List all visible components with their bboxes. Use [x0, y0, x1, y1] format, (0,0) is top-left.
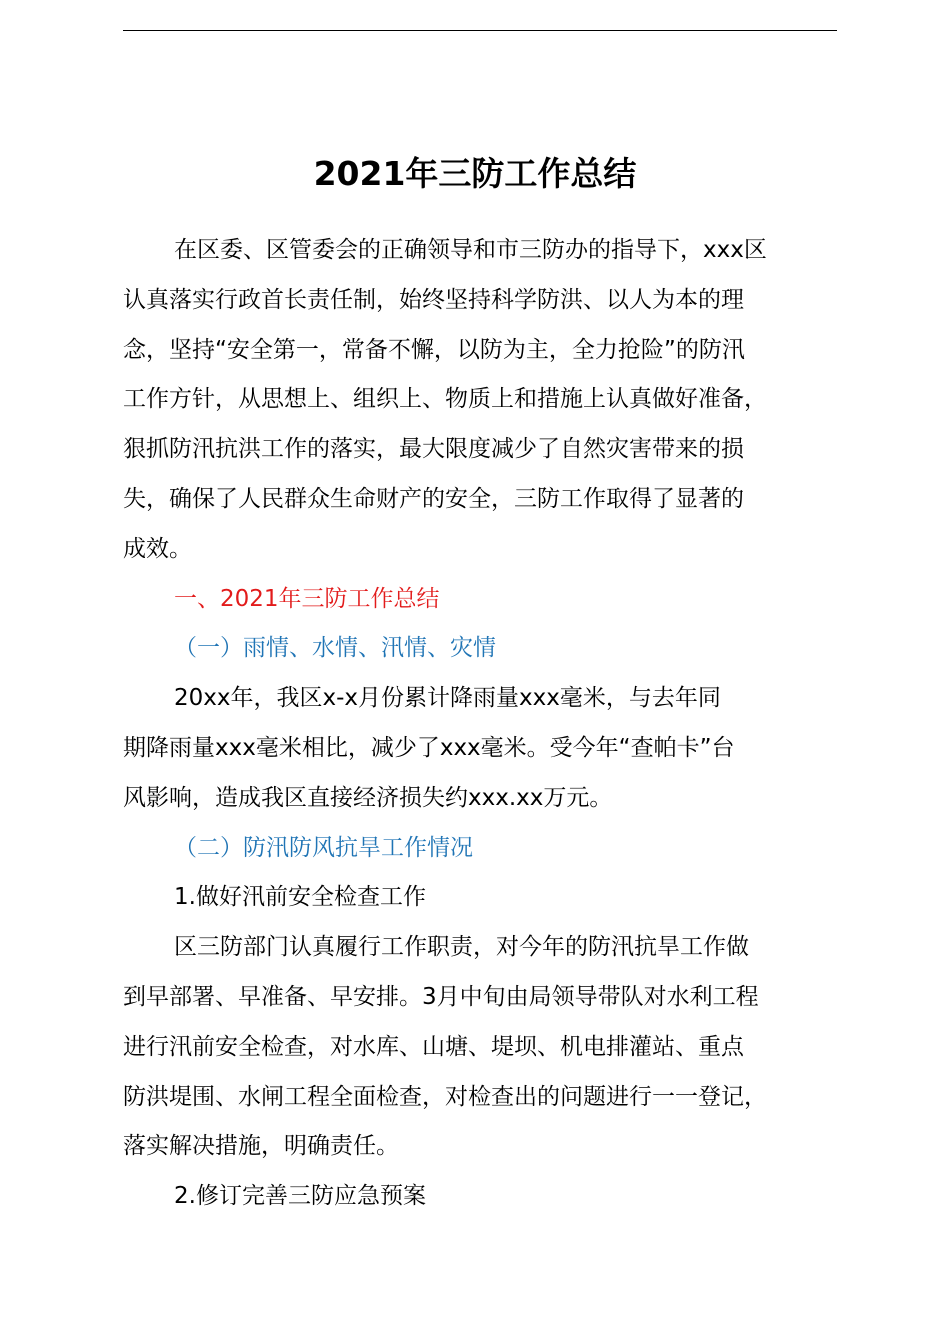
text-line: 工作方针，从思想上、组织上、物质上和措施上认真做好准备， — [123, 386, 767, 413]
text-line: 区三防部门认真履行工作职责，对今年的防汛抗旱工作做 — [174, 934, 749, 961]
subsection-heading-2: （二）防汛防风抗旱工作情况 — [174, 834, 473, 861]
text-line: 失，确保了人民群众生命财产的安全，三防工作取得了显著的 — [123, 485, 744, 512]
item-heading-2: 2.修订完善三防应急预案 — [174, 1183, 426, 1210]
item-heading-1: 1.做好汛前安全检查工作 — [174, 884, 426, 911]
section-heading: 一、2021年三防工作总结 — [174, 585, 440, 612]
text-line: 认真落实行政首长责任制，始终坚持科学防洪、以人为本的理 — [123, 286, 744, 313]
header-rule — [123, 30, 837, 31]
rainfall-paragraph — [123, 674, 837, 823]
text-line: 落实解决措施，明确责任。 — [123, 1133, 399, 1160]
text-line: 念，坚持“安全第一，常备不懈，以防为主，全力抢险”的防汛 — [123, 336, 745, 363]
text-line: 在区委、区管委会的正确领导和市三防办的指导下，xxx区 — [174, 237, 767, 263]
text-line: 狠抓防汛抗洪工作的落实，最大限度减少了自然灾害带来的损 — [123, 436, 744, 463]
text-line: 进行汛前安全检查，对水库、山塘、堤坝、机电排灌站、重点 — [123, 1033, 744, 1060]
text-line: 期降雨量xxx毫米相比，减少了xxx毫米。受今年“查帕卡”台 — [123, 734, 735, 761]
text-line: 成效。 — [123, 535, 192, 562]
subsection-heading-1: （一）雨情、水情、汛情、灾情 — [174, 635, 496, 662]
inspection-paragraph — [123, 923, 837, 1172]
document-body — [123, 226, 837, 1222]
document-title: 2021年三防工作总结 — [313, 154, 637, 193]
text-line: 20xx年，我区x-x月份累计降雨量xxx毫米，与去年同 — [174, 685, 721, 712]
intro-paragraph — [123, 226, 837, 575]
text-line: 防洪堤围、水闸工程全面检查，对检查出的问题进行一一登记， — [123, 1083, 767, 1110]
text-line: 到早部署、早准备、早安排。3月中旬由局领导带队对水利工程 — [123, 983, 759, 1010]
text-line: 风影响，造成我区直接经济损失约xxx.xx万元。 — [123, 784, 613, 811]
